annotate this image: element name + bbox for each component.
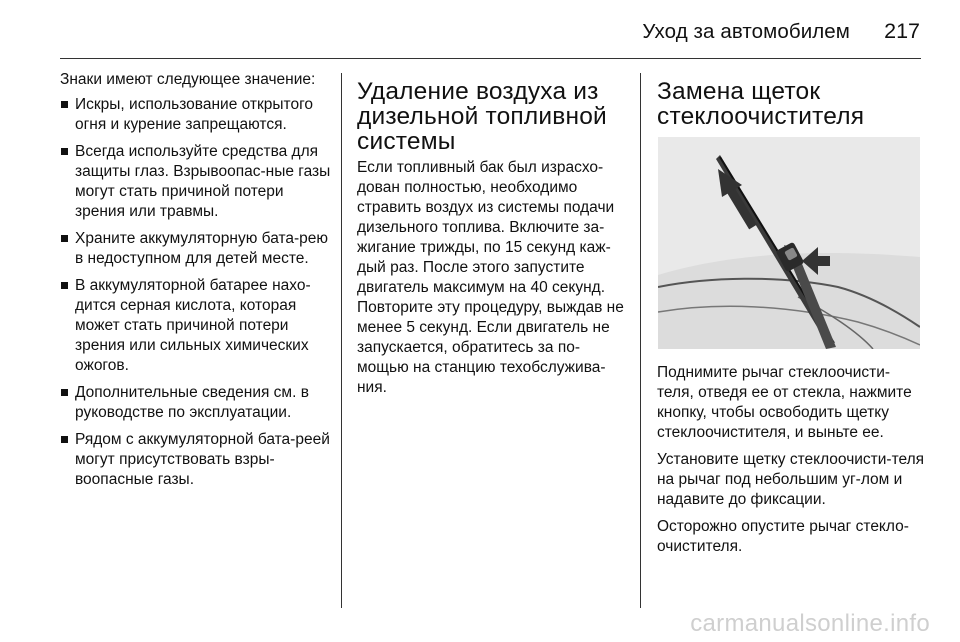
list-item [60,383,332,423]
list-item [60,95,332,135]
bullet-square-icon [61,282,68,289]
wiper-illustration [658,137,920,349]
page-number: 217 [884,19,920,43]
header-divider [60,58,921,59]
list-item [60,142,332,222]
wiper-step-2: Установите щетку стеклоочисти-теля на рычаг под небольшим уг-лом и надавите до фиксации. [657,451,925,508]
list-item [60,229,332,269]
bullet-square-icon [61,436,68,443]
column-divider-2 [640,73,641,608]
header-title: Уход за автомобилем [642,20,850,43]
list-item-text: Рядом с аккумуляторной бата-реей могут присутствовать взры-воопасные газы. [75,431,330,488]
section-heading-fuel-air: Удаление воздуха из дизельной топливной системы [357,78,607,155]
list-item-text: Всегда используйте средства для защиты глаз. Взрывоопас-ные газы могут стать причиной потери зрения или травмы. [75,143,331,220]
column-3 [657,79,925,564]
column-divider-1 [341,73,342,608]
fuel-air-body: Если топливный бак был израсхо-дован полностью, необходимо стравить воздух из системы подачи дизельного топлива. Включите за-жигание трижды, по 15 секунд каж-дый раз. После этого запустите двигатель максимум на 40 секунд. Повторите эту процедуру, выждав не менее 5 секунд. Если двигатель не запускается, обратитесь за по-мощью на станцию техобслужива-ния. [357,159,624,396]
list-item-text: Храните аккумуляторную бата-рею в недоступном для детей месте. [75,230,329,267]
list-item [60,276,332,376]
column-1 [60,70,332,497]
list-item-text: Дополнительные сведения см. в руководстве по эксплуатации. [75,384,309,421]
wiper-step-1: Поднимите рычаг стеклоочисти-теля, отведя ее от стекла, нажмите кнопку, чтобы освободить щетку стеклоочистителя, и выньте ее. [657,364,912,441]
bullet-square-icon [61,389,68,396]
signs-intro: Знаки имеют следующее значение: [60,71,316,88]
column-2 [357,79,627,398]
list-item-text: Искры, использование открытого огня и курение запрещаются. [75,96,314,133]
watermark: carmanualsonline.info [690,610,930,637]
bullet-square-icon [61,148,68,155]
list-item-text: В аккумуляторной батарее нахо-дится серная кислота, которая может стать причиной потери зрения или сильных химических ожогов. [75,277,311,374]
list-item [60,430,332,490]
warning-list [60,95,332,490]
wiper-step-3: Осторожно опустите рычаг стекло-очистителя. [657,518,909,555]
section-heading-wiper: Замена щеток стеклоочистителя [657,78,865,130]
bullet-square-icon [61,101,68,108]
bullet-square-icon [61,235,68,242]
